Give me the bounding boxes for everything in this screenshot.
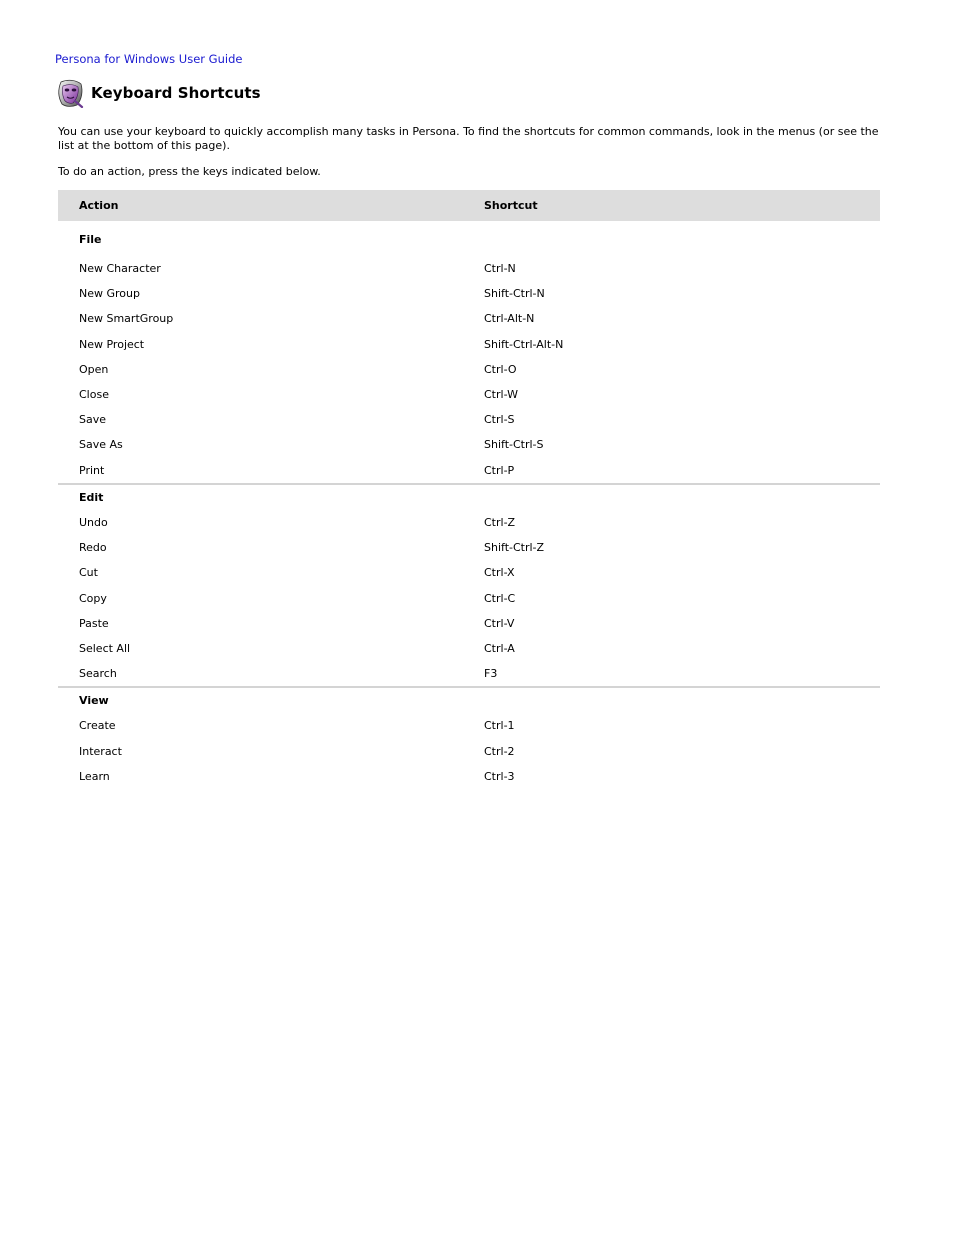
section-label: View xyxy=(58,687,463,713)
section-label: Edit xyxy=(58,484,463,510)
table-row xyxy=(58,661,880,687)
table-row xyxy=(58,432,880,457)
shortcut-cell: Ctrl-Alt-N xyxy=(484,312,535,326)
table-row xyxy=(58,306,880,331)
page-blank-area xyxy=(0,800,954,1235)
instruction-paragraph: To do an action, press the keys indicated below. xyxy=(58,165,321,178)
table-row xyxy=(58,585,880,610)
intro-paragraph: You can use your keyboard to quickly accomplish many tasks in Persona. To find the shortcuts for common commands, look in the menus (or see the list at the bottom of this page). xyxy=(58,125,879,152)
table-row xyxy=(58,458,880,484)
table-row xyxy=(58,764,880,789)
persona-app-icon xyxy=(55,78,85,108)
action-cell: Redo xyxy=(79,541,107,555)
shortcut-cell: Ctrl-Z xyxy=(484,515,516,529)
breadcrumb-link[interactable]: Persona for Windows User Guide xyxy=(55,52,243,66)
table-row xyxy=(58,611,880,636)
action-cell: New Character xyxy=(79,262,161,276)
shortcut-cell: Ctrl-3 xyxy=(484,769,515,783)
shortcut-cell: Ctrl-X xyxy=(484,566,515,580)
table-row xyxy=(58,357,880,382)
shortcut-cell: Shift-Ctrl-Alt-N xyxy=(484,337,564,351)
table-header-row xyxy=(58,190,880,221)
action-cell: New Project xyxy=(79,337,145,351)
table-row xyxy=(58,256,880,281)
action-cell: New Group xyxy=(79,287,140,301)
shortcut-cell: Ctrl-2 xyxy=(484,744,515,758)
action-cell: Save As xyxy=(79,438,123,452)
shortcut-cell: Shift-Ctrl-N xyxy=(484,287,545,301)
action-cell: Interact xyxy=(79,744,122,758)
table-row xyxy=(58,713,880,738)
table-row xyxy=(58,332,880,357)
shortcut-cell: Ctrl-O xyxy=(484,362,517,376)
action-cell: Open xyxy=(79,362,109,376)
action-cell: Save xyxy=(79,413,107,427)
column-header-action: Action xyxy=(58,190,463,221)
shortcut-cell: Ctrl-S xyxy=(484,413,515,427)
shortcut-cell: Ctrl-N xyxy=(484,262,516,276)
action-cell: Create xyxy=(79,719,116,733)
shortcut-cell: Shift-Ctrl-S xyxy=(484,438,544,452)
shortcut-cell: F3 xyxy=(484,667,498,681)
shortcut-cell: Shift-Ctrl-Z xyxy=(484,541,545,555)
table-row xyxy=(58,510,880,535)
column-header-shortcut: Shortcut xyxy=(463,190,880,221)
section-row-view xyxy=(58,687,880,713)
shortcut-cell: Ctrl-V xyxy=(484,616,515,630)
table-row xyxy=(58,382,880,407)
action-cell: Undo xyxy=(79,515,108,529)
shortcuts-table xyxy=(58,190,880,789)
table-row xyxy=(58,739,880,764)
action-cell: Paste xyxy=(79,616,109,630)
shortcut-cell: Ctrl-C xyxy=(484,591,516,605)
action-cell: Search xyxy=(79,667,117,681)
section-row-file xyxy=(58,221,880,256)
action-cell: Learn xyxy=(79,769,110,783)
shortcut-cell: Ctrl-P xyxy=(484,463,515,477)
table-row xyxy=(58,560,880,585)
action-cell: Copy xyxy=(79,591,107,605)
table-row xyxy=(58,636,880,661)
table-row xyxy=(58,535,880,560)
section-row-edit xyxy=(58,484,880,510)
action-cell: Select All xyxy=(79,641,131,655)
action-cell: Print xyxy=(79,463,105,477)
shortcut-cell: Ctrl-W xyxy=(484,388,518,402)
action-cell: Cut xyxy=(79,566,98,580)
section-label: File xyxy=(79,232,102,246)
table-row xyxy=(58,281,880,306)
table-row xyxy=(58,407,880,432)
page-header xyxy=(55,77,261,109)
shortcut-cell: Ctrl-A xyxy=(484,641,515,655)
action-cell: Close xyxy=(79,388,109,402)
shortcut-cell: Ctrl-1 xyxy=(484,719,515,733)
action-cell: New SmartGroup xyxy=(79,312,174,326)
page-title: Keyboard Shortcuts xyxy=(91,84,261,102)
